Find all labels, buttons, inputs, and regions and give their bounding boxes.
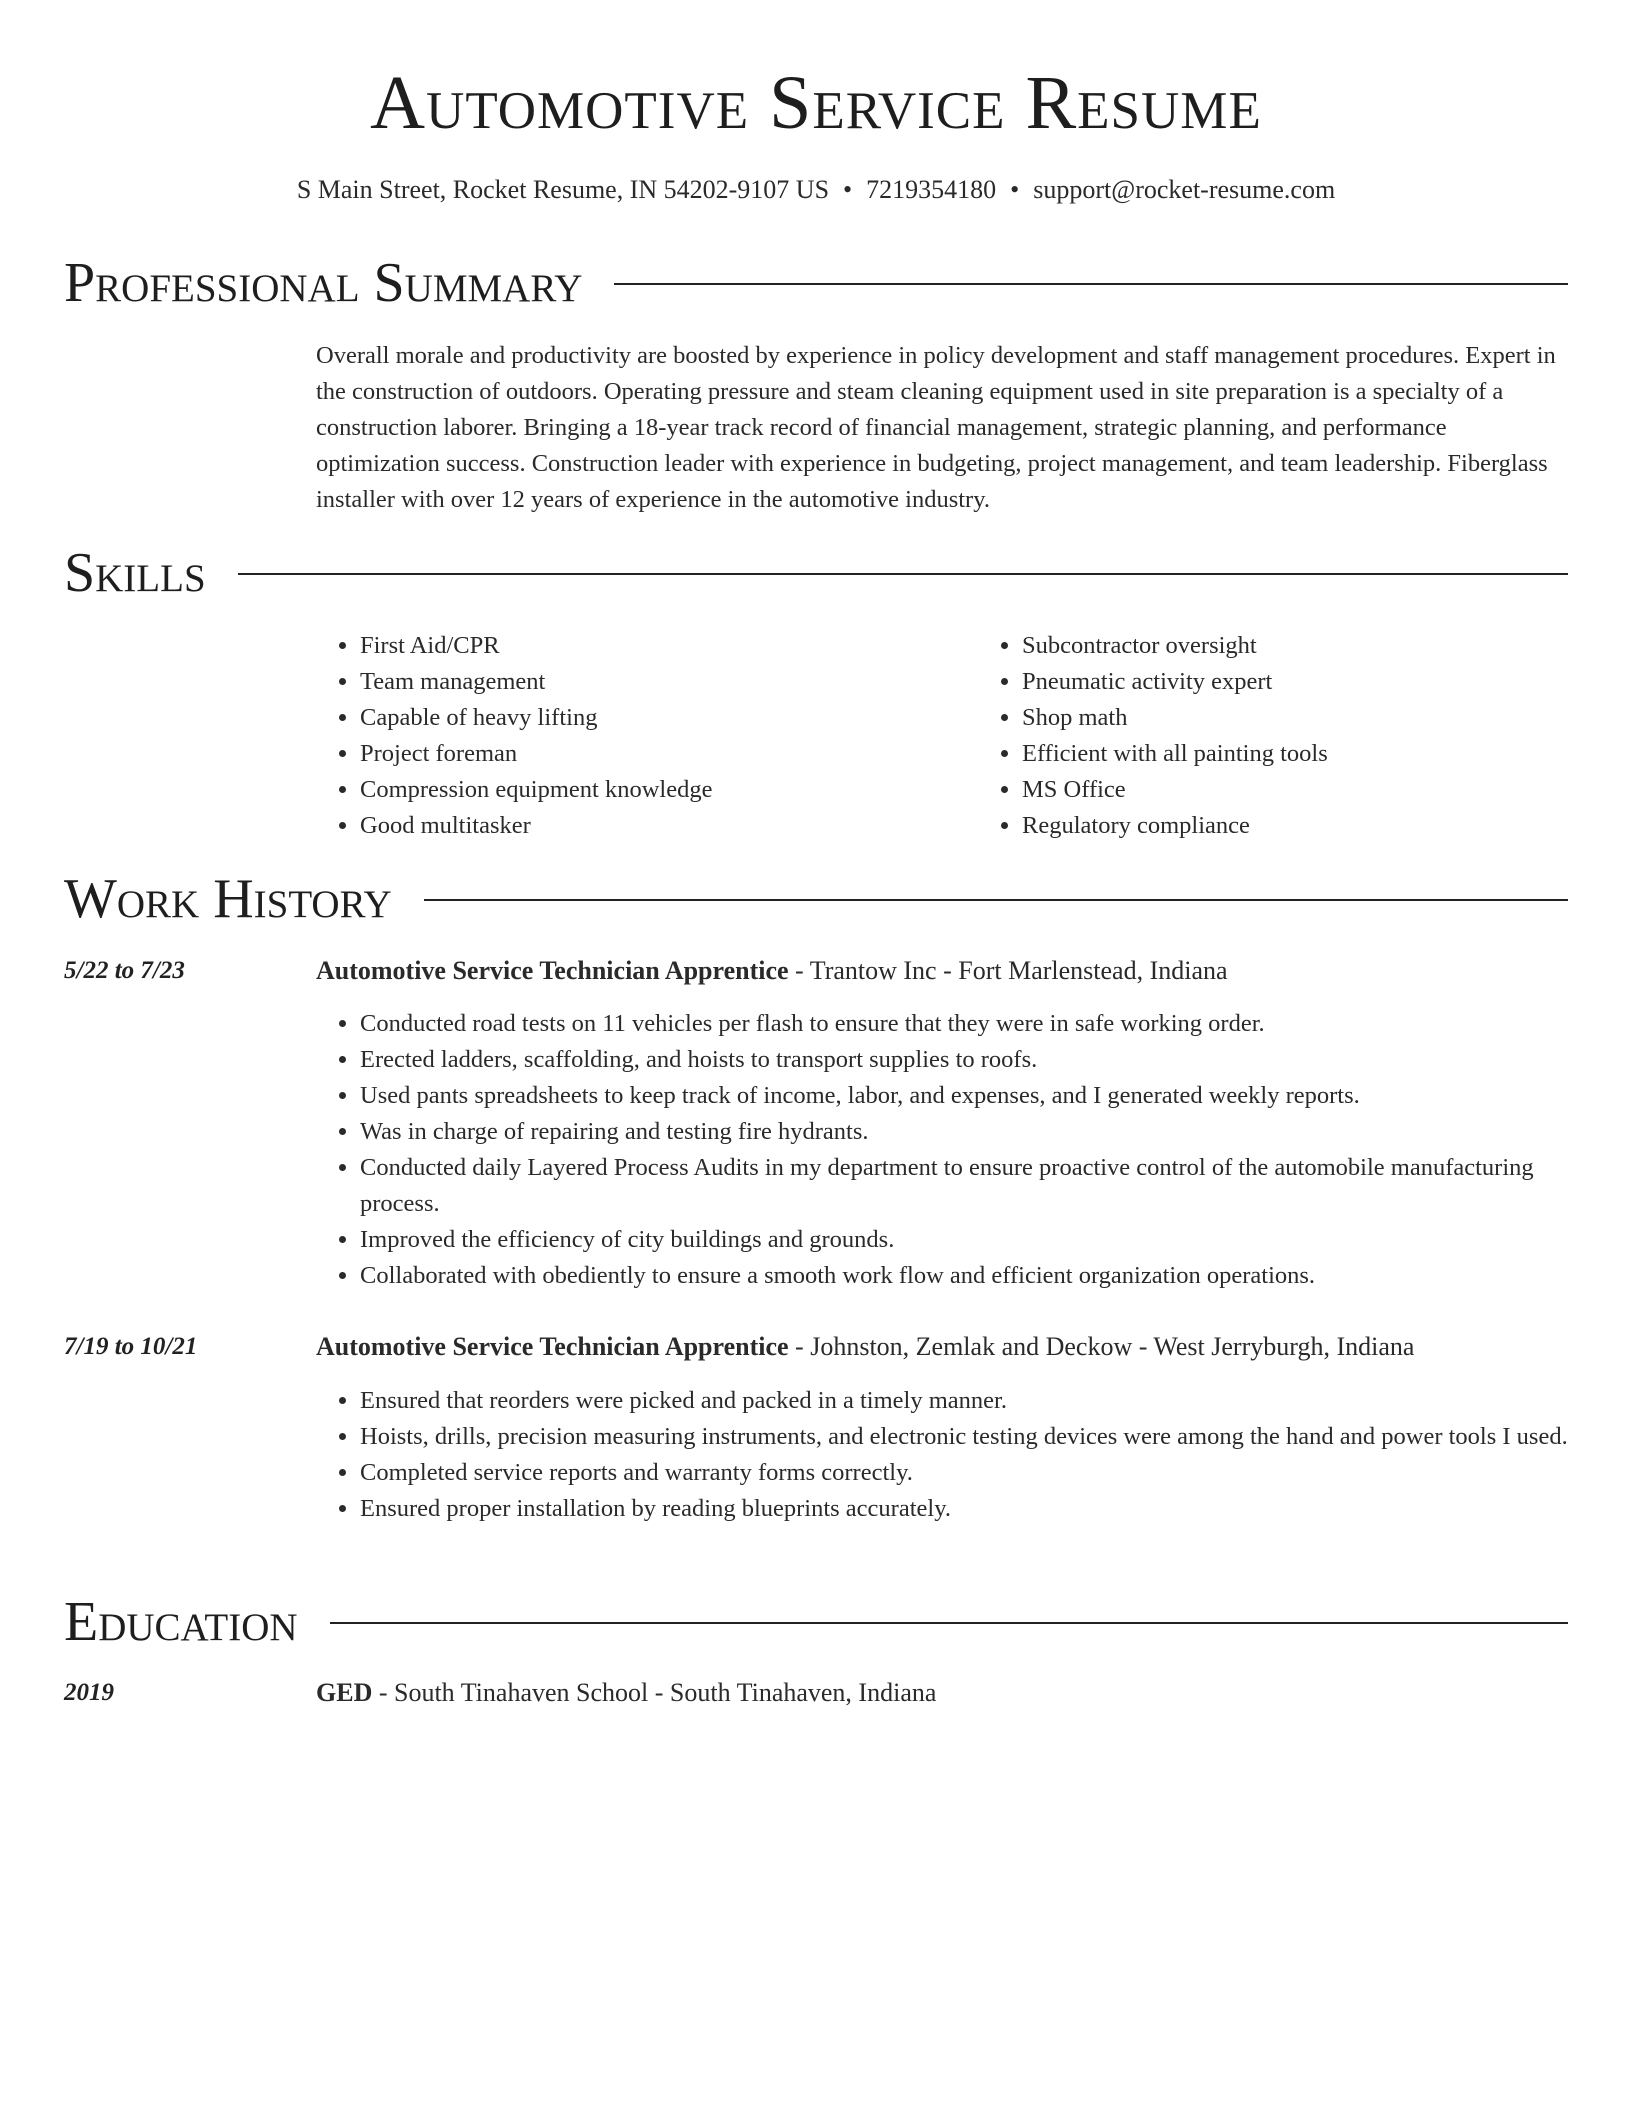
work-section-header (64, 863, 1568, 935)
summary-section-header (64, 247, 1568, 319)
skill-item: • Team management (360, 664, 978, 700)
skills-column-left (316, 628, 978, 844)
work-bullet: • Was in charge of repairing and testing fire hydrants. (360, 1114, 1568, 1150)
summary-text: Overall morale and productivity are boosted by experience in policy development and staff management procedures. Expert in the construction of outdoors. Operating pressure and steam cleaning equipment used in site preparation is a specialty of a construction laborer. Bringing a 18-year track record of financial management, strategic planning, and performance optimization success. Construction leader with experience in budgeting, project management, and team leadership. Fiberglass installer with over 12 years of experience in the automotive industry. (316, 342, 1556, 513)
skill-item: • Good multitasker (360, 808, 978, 844)
resume-title: Automotive Service Resume (370, 61, 1262, 145)
skill-item: • Subcontractor oversight (1022, 628, 1568, 664)
skill-item: • Shop math (1022, 700, 1568, 736)
summary-section-title: Professional Summary (64, 252, 583, 314)
work-role: Automotive Service Technician Apprentice (316, 1332, 789, 1361)
work-dates: 7/19 to 10/21 (64, 1333, 198, 1360)
skill-item: • Capable of heavy lifting (360, 700, 978, 736)
work-role: Automotive Service Technician Apprentice (316, 956, 789, 985)
section-divider (330, 1622, 1568, 1624)
contact-line (0, 172, 1632, 208)
contact-separator: • (1010, 175, 1020, 204)
work-dates: 5/22 to 7/23 (64, 957, 185, 984)
work-bullet: • Erected ladders, scaffolding, and hoists to transport supplies to roofs. (360, 1042, 1568, 1078)
work-bullet: • Conducted daily Layered Process Audits in my department to ensure proactive control of the automobile manufacturing process. (360, 1150, 1568, 1222)
skill-item: • MS Office (1022, 772, 1568, 808)
work-bullet: • Conducted road tests on 11 vehicles per flash to ensure that they were in safe working order. (360, 1006, 1568, 1042)
work-company: - Johnston, Zemlak and Deckow - West Jerryburgh, Indiana (788, 1332, 1415, 1361)
skills-column-right (978, 628, 1568, 844)
education-school: - South Tinahaven School - South Tinahaven, Indiana (372, 1678, 937, 1707)
work-bullet: • Hoists, drills, precision measuring instruments, and electronic testing devices were among the hand and power tools I used. (360, 1419, 1568, 1455)
contact-phone: 7219354180 (866, 175, 997, 204)
contact-address: S Main Street, Rocket Resume, IN 54202-9107 US (296, 175, 830, 204)
skills-list (316, 628, 1568, 844)
education-year: 2019 (64, 1679, 114, 1706)
work-bullet: • Used pants spreadsheets to keep track of income, labor, and expenses, and I generated weekly reports. (360, 1078, 1568, 1114)
skill-item: • First Aid/CPR (360, 628, 978, 664)
work-bullet: • Collaborated with obediently to ensure a smooth work flow and efficient organization operations. (360, 1258, 1568, 1294)
section-divider (238, 573, 1568, 575)
work-bullets (316, 1383, 1568, 1527)
skill-item: • Compression equipment knowledge (360, 772, 978, 808)
skill-item: • Efficient with all painting tools (1022, 736, 1568, 772)
skill-item: • Project foreman (360, 736, 978, 772)
education-degree: GED (316, 1678, 373, 1707)
skills-section-header (64, 537, 1568, 609)
work-heading (316, 1328, 1414, 1366)
education-section-header (64, 1586, 1568, 1658)
education-section-title: Education (64, 1591, 298, 1653)
work-company: - Trantow Inc - Fort Marlenstead, Indiana (788, 956, 1228, 985)
skill-item: • Pneumatic activity expert (1022, 664, 1568, 700)
work-section-title: Work History (64, 868, 392, 930)
skills-section-title: Skills (64, 542, 206, 604)
section-divider (424, 899, 1568, 901)
section-divider (614, 283, 1568, 285)
contact-separator: • (843, 175, 853, 204)
work-bullets (316, 1006, 1568, 1294)
work-heading (316, 952, 1228, 990)
work-bullet: • Completed service reports and warranty forms correctly. (360, 1455, 1568, 1491)
skill-item: • Regulatory compliance (1022, 808, 1568, 844)
work-bullet: • Ensured proper installation by reading blueprints accurately. (360, 1491, 1568, 1527)
contact-email: support@rocket-resume.com (1033, 175, 1336, 204)
education-heading (316, 1674, 936, 1712)
work-bullet: • Ensured that reorders were picked and packed in a timely manner. (360, 1383, 1568, 1419)
work-bullet: • Improved the efficiency of city buildings and grounds. (360, 1222, 1568, 1258)
